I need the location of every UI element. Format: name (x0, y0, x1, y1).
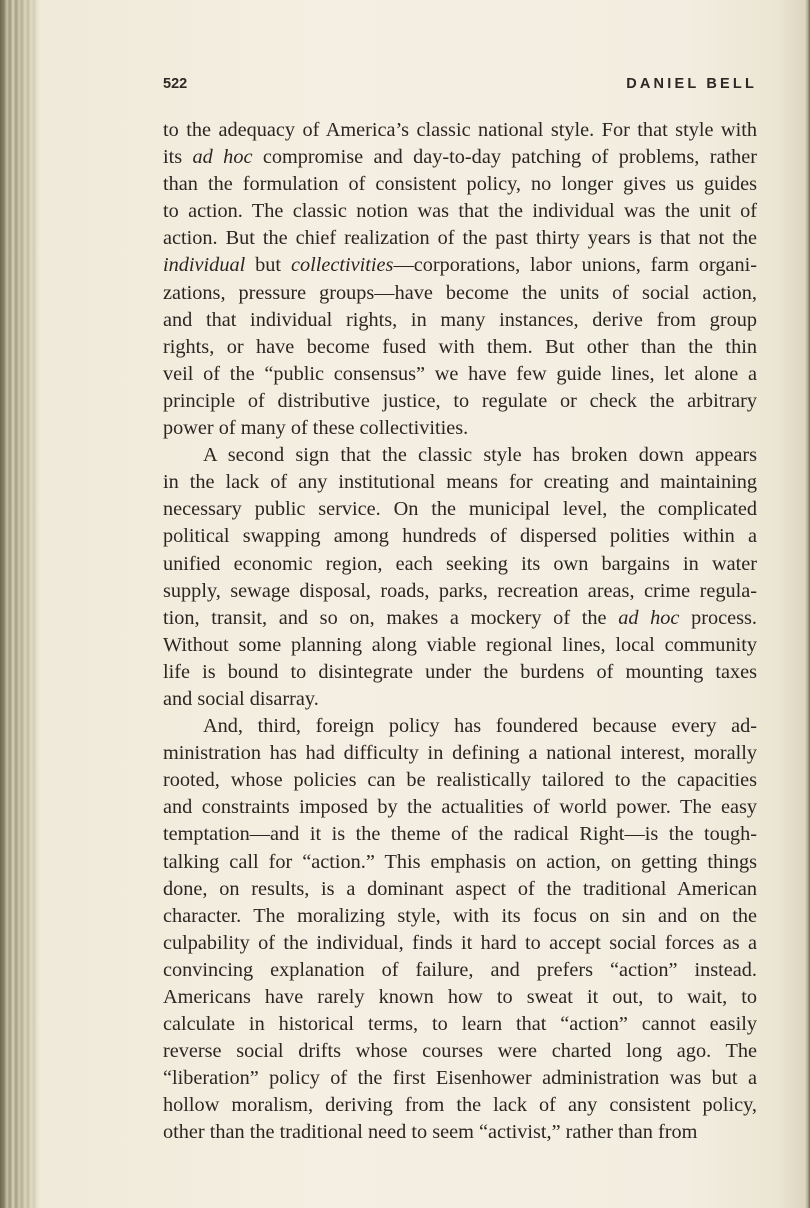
text-run: power of many of these collectivities. (163, 417, 469, 440)
text-run: and constraints imposed by the actualities of world power. The easy (163, 796, 757, 819)
text-run: rights, or have become fused with them. But other than the thin (163, 335, 757, 358)
text-run: character. The moralizing style, with its focus on sin and on the (163, 904, 757, 927)
text-run: but (245, 254, 291, 277)
text-line (163, 1038, 757, 1065)
italic-text: ad hoc (192, 146, 253, 169)
text-line (163, 415, 757, 442)
paragraph (163, 117, 757, 442)
text-line (163, 849, 757, 876)
text-run: tion, transit, and so on, makes a mockery of the (163, 606, 619, 629)
text-run: compromise and day-to-day patching of problems, rather (252, 146, 757, 169)
text-run: Americans have rarely known how to sweat it out, to wait, to (163, 986, 757, 1008)
text-line (163, 578, 757, 605)
text-line (163, 334, 757, 361)
text-run: Without some planning along viable regional lines, local community (163, 633, 757, 656)
text-run: veil of the “public consensus” we have few guide lines, let alone a (163, 362, 757, 385)
text-line (163, 821, 757, 848)
text-run: ministration has had difficulty in defining a national interest, morally (163, 742, 757, 765)
page-number: 522 (163, 76, 188, 92)
text-line (163, 876, 757, 903)
paragraph (163, 442, 757, 713)
text-run: “liberation” policy of the first Eisenhower administration was but a (163, 1067, 757, 1090)
text-line (163, 903, 757, 930)
text-run: zations, pressure groups—have become the units of social action, (163, 281, 757, 304)
text-run: unified economic region, each seeking its own bargains in water (163, 552, 757, 575)
text-line (163, 307, 757, 334)
text-run: reverse social drifts whose courses were charted long ago. The (163, 1040, 757, 1063)
text-line (163, 930, 757, 957)
text-run: and social disarray. (163, 687, 319, 710)
text-run: principle of distributive justice, to regulate or check the arbitrary (163, 389, 757, 412)
text-run: in the lack of any institutional means for creating and maintaining (163, 471, 757, 494)
text-line (163, 686, 757, 713)
text-run: political swapping among hundreds of dispersed polities within a (163, 525, 757, 548)
text-run: other than the traditional need to seem “activist,” rather than from (163, 1121, 698, 1144)
italic-text: collectivities (290, 254, 394, 277)
text-line (163, 198, 757, 225)
text-run: supply, sewage disposal, roads, parks, recreation areas, crime regula- (163, 579, 757, 602)
text-line (163, 144, 757, 171)
text-line (163, 171, 757, 198)
running-head (163, 76, 757, 98)
text-run: calculate in historical terms, to learn that “action” cannot easily (163, 1013, 757, 1036)
text-line (163, 984, 757, 1011)
text-line (163, 551, 757, 578)
text-line (163, 1092, 757, 1119)
text-line (163, 632, 757, 659)
text-line (163, 442, 757, 469)
text-run: its (163, 146, 193, 169)
text-run: hollow moralism, deriving from the lack of any consistent policy, (163, 1094, 757, 1117)
text-run: than the formulation of consistent policy, no longer gives us guides (163, 173, 757, 196)
body-text (163, 117, 757, 1147)
text-line (163, 605, 757, 632)
text-run: to the adequacy of America’s classic national style. For that style with (163, 119, 757, 141)
text-run: action. But the chief realization of the past thirty years is that not the (163, 227, 757, 250)
text-run: temptation—and it is the theme of the radical Right—is the tough- (163, 823, 757, 846)
italic-text: ad hoc (618, 606, 680, 629)
text-line (163, 1065, 757, 1092)
text-line (163, 469, 757, 496)
text-run: and that individual rights, in many instances, derive from group (163, 308, 757, 331)
text-run: convincing explanation of failure, and prefers “action” instead. (163, 958, 757, 981)
text-run: done, on results, is a dominant aspect of the traditional American (163, 877, 757, 900)
text-run: process. (679, 606, 757, 629)
text-line (163, 117, 757, 144)
text-line (163, 713, 757, 740)
page-edge (804, 0, 810, 1208)
text-line (163, 1119, 757, 1146)
text-line (163, 496, 757, 523)
text-line (163, 957, 757, 984)
text-line (163, 1011, 757, 1038)
text-run: talking call for “action.” This emphasis on action, on getting things (163, 850, 757, 873)
text-run: And, third, foreign policy has foundered because every ad- (203, 715, 757, 738)
text-run: culpability of the individual, finds it hard to accept social forces as a (163, 931, 757, 954)
text-line (163, 361, 757, 388)
book-spine-gutter (0, 0, 40, 1208)
italic-text: individual (163, 254, 246, 277)
text-run: —corporations, labor unions, farm organi- (393, 254, 758, 277)
text-run: life is bound to disintegrate under the burdens of mounting taxes (163, 660, 757, 683)
text-line (163, 659, 757, 686)
text-line (163, 794, 757, 821)
running-head-author: DANIEL BELL (626, 76, 757, 92)
text-line (163, 225, 757, 252)
text-run: A second sign that the classic style has broken down appears (203, 444, 757, 467)
text-line (163, 767, 757, 794)
paragraph (163, 713, 757, 1147)
text-run: rooted, whose policies can be realistically tailored to the capacities (163, 769, 757, 792)
text-line (163, 280, 757, 307)
text-line (163, 252, 757, 279)
text-run: to action. The classic notion was that the individual was the unit of (163, 200, 757, 223)
text-run: necessary public service. On the municipal level, the complicated (163, 498, 757, 521)
text-line (163, 740, 757, 767)
text-line (163, 388, 757, 415)
text-line (163, 523, 757, 550)
